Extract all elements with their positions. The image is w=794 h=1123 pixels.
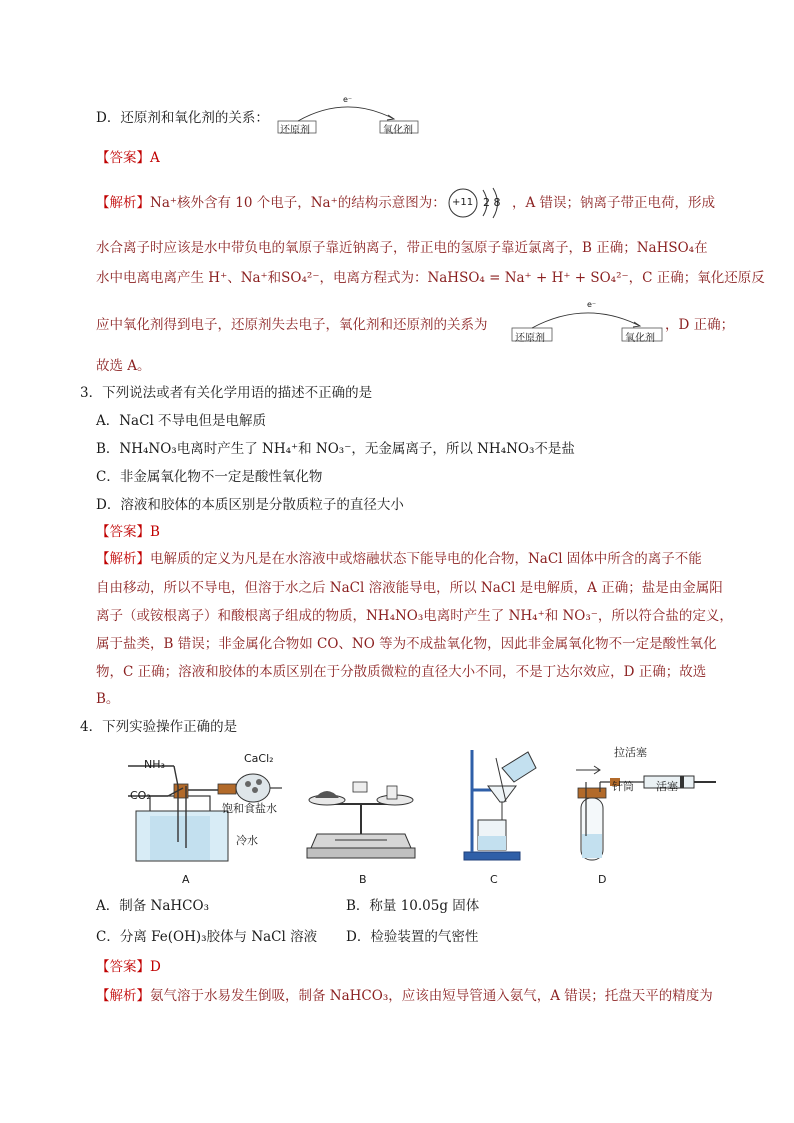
fig-c-caption: C <box>490 873 498 886</box>
q2-explanation-line1b: ，A 错误；钠离子带正电荷，形成 <box>512 195 716 211</box>
redox1-electron: e⁻ <box>343 95 353 104</box>
figure-b-balance <box>305 770 417 862</box>
q3-answer: 【答案】B <box>96 524 160 540</box>
q4-option-d: D．检验装置的气密性 <box>346 929 479 945</box>
q2-explanation-line3: 水中电离电离产生 H⁺、Na⁺和SO₄²⁻，电离方程式为：NaHSO₄ = Na⁺ + H⁺ + SO₄²⁻，C 正确；氧化还原反 <box>96 270 765 286</box>
q3-explanation-line6: B。 <box>96 691 120 707</box>
q4-answer: 【答案】D <box>96 959 161 975</box>
q2-explanation-line5: 故选 A。 <box>96 358 151 374</box>
q2-option-d: D．还原剂和氧化剂的关系： <box>96 110 269 126</box>
q4-option-a: A．制备 NaHCO₃ <box>96 898 209 914</box>
figure-c-filtration <box>458 748 538 864</box>
q2-explanation-line1a <box>96 193 446 213</box>
redox1-left-label: 还原剂 <box>280 125 310 136</box>
fig-a-nh3: NH₃ <box>144 758 165 771</box>
q3-option-a: A．NaCl 不导电但是电解质 <box>96 413 267 429</box>
q3-option-d: D．溶液和胶体的本质区别是分散质粒子的直径大小 <box>96 497 404 513</box>
fig-a-co2: CO₂ <box>130 789 151 802</box>
q4-option-b: B．称量 10.05g 固体 <box>346 898 480 914</box>
fig-b-caption: B <box>359 873 367 886</box>
q2-explanation-line2: 水合离子时应该是水中带负电的氧原子靠近钠离子，带正电的氢原子靠近氯离子，B 正确；NaHSO₄在 <box>96 240 708 256</box>
q4-explanation-line1 <box>96 986 713 1006</box>
fig-a-caption: A <box>182 873 190 886</box>
q2-exp-text1a: Na⁺核外含有 10 个电子，Na⁺的结构示意图为： <box>150 195 446 211</box>
q3-explanation-line5: 物，C 正确；溶液和胶体的本质区别在于分散质微粒的直径大小不同，不是丁达尔效应，D 正确；故选 <box>96 664 707 680</box>
q4-exp-text1: 氨气溶于水易发生倒吸，制备 NaHCO₃，应该由短导管通入氨气，A 错误；托盘天平的精度为 <box>150 988 713 1004</box>
fig-a-cold-water: 冷水 <box>236 834 258 847</box>
fig-d-pull-label: 拉活塞 <box>614 746 647 759</box>
fig-a-brine: 饱和食盐水 <box>222 802 277 815</box>
fig-d-syringe-label: 针筒 <box>612 780 634 793</box>
q3-option-c: C．非金属氧化物不一定是酸性氧化物 <box>96 469 323 485</box>
atom-nucleus: +11 <box>452 197 474 208</box>
fig-a-cacl2: CaCl₂ <box>244 752 274 765</box>
q3-stem: 3．下列说法或者有关化学用语的描述不正确的是 <box>80 385 373 401</box>
q2-answer: 【答案】A <box>96 150 160 166</box>
q2-exp-label: 【解析】 <box>96 195 150 211</box>
q3-option-b: B．NH₄NO₃电离时产生了 NH₄⁺和 NO₃⁻，无金属离子，所以 NH₄NO₃不是盐 <box>96 441 575 457</box>
q3-explanation-line2: 自由移动，所以不导电，但溶于水之后 NaCl 溶液能导电，所以 NaCl 是电解质，A 正确；盐是由金属阳 <box>96 580 723 596</box>
q4-option-c: C．分离 Fe(OH)₃胶体与 NaCl 溶液 <box>96 929 318 945</box>
figure-d-airtightness <box>570 748 720 866</box>
q4-stem: 4．下列实验操作正确的是 <box>80 719 238 735</box>
q2-explanation-line4b: ，D 正确； <box>665 317 735 333</box>
atom-shells: 2 8 <box>483 196 501 209</box>
q4-exp-label: 【解析】 <box>96 988 150 1004</box>
q3-explanation-line1 <box>96 549 702 569</box>
redox2-right-label: 氧化剂 <box>625 333 655 344</box>
q3-exp-label: 【解析】 <box>96 551 150 567</box>
fig-d-caption: D <box>598 873 607 886</box>
redox2-left-label: 还原剂 <box>515 333 545 344</box>
q3-explanation-line3: 离子（或铵根离子）和酸根离子组成的物质，NH₄NO₃电离时产生了 NH₄⁺和 NO₃⁻，所以符合盐的定义， <box>96 608 733 624</box>
q3-exp-text1: 电解质的定义为凡是在水溶液中或熔融状态下能导电的化合物，NaCl 固体中所含的离子不能 <box>150 551 702 567</box>
fig-d-piston-label: 活塞 <box>656 780 678 793</box>
redox1-right-label: 氧化剂 <box>383 125 413 136</box>
q3-explanation-line4: 属于盐类，B 错误；非金属化合物如 CO、NO 等为不成盐氧化物，因此非金属氧化物不一定是酸性氧化 <box>96 636 717 652</box>
q2-explanation-line4a: 应中氧化剂得到电子，还原剂失去电子，氧化剂和还原剂的关系为 <box>96 317 488 333</box>
redox2-electron: e⁻ <box>587 300 597 309</box>
